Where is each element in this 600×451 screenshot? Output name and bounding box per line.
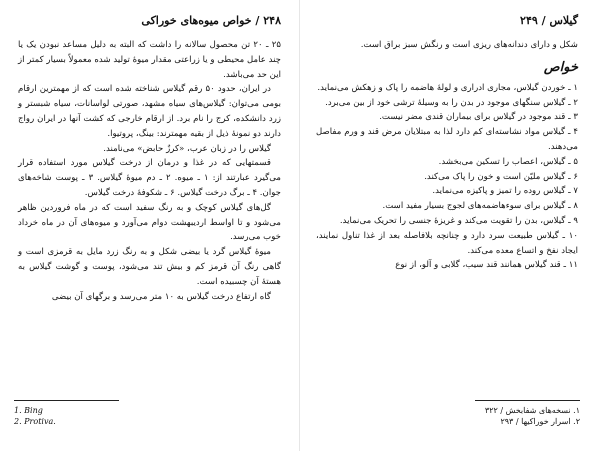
right-page-body (316, 38, 578, 273)
section-title: خواص (543, 59, 578, 75)
paragraph: گل‌های گیلاس کوچک و به رنگ سفید است که در ماه فروردین ظاهر می‌شود و تا اواسط اردیبهشت دوام می‌آورد و میوه‌های آن در ماه خرداد خوب می‌رسد. (18, 202, 281, 243)
footnote-separator (475, 400, 580, 401)
list-item: ۲ ـ گیلاس سنگهای موجود در بدن را به وسیلهٔ ترشی خود از بین می‌برد. (325, 97, 578, 108)
list-item: ۴ ـ گیلاس مواد نشاسته‌ای کم دارد لذا به مبتلایان مرض قند و ورم مفاصل می‌دهند. (316, 127, 578, 152)
list-item: ۳ ـ قند موجود در گیلاس برای بیماران قندی مضر نیست. (379, 112, 578, 123)
paragraph: میوهٔ گیلاس گرد یا بیضی شکل و به رنگ زرد مایل به قرمزی است و گاهی رنگ آن قرمز کم و بیش تند می‌شود، پوست و گوشت گیلاس به هستهٔ آن چسبیده است. (18, 247, 281, 287)
list-item: ۶ ـ گیلاس ملیّن است و خون را پاک می‌کند. (424, 171, 578, 182)
list-item: ۹ ـ گیلاس، بدن را تقویت می‌کند و غریزهٔ جنسی را تحریک می‌نماید. (339, 215, 578, 226)
list-item: ۵ ـ گیلاس، اعصاب را تسکین می‌بخشد. (438, 156, 578, 167)
footnote: ۱. نسخه‌های شفابخش / ۳۲۲ (484, 406, 580, 415)
left-page-body (18, 38, 281, 304)
paragraph: گاه ارتفاع درخت گیلاس به ۱۰ متر می‌رسد و برگهای آن بیضی (51, 291, 271, 302)
right-page (300, 0, 600, 451)
footnote: 1. Bing (14, 406, 43, 415)
intro-paragraph: شکل و دارای دندانه‌های ریزی است و رنگش سبز براق است. (360, 40, 578, 50)
list-item: ۸ ـ گیلاس برای سوءهاضمه‌های لجوج بسیار مفید است. (382, 201, 578, 212)
footnote: 2. Protiva. (14, 417, 56, 426)
right-footnotes (485, 405, 580, 427)
right-page-header: گیلاس / ۲۴۹ (520, 14, 578, 27)
left-footnotes (14, 405, 56, 427)
list-item: ۷ ـ گیلاس روده را تمیز و پاکیزه می‌نماید. (432, 186, 578, 197)
left-page-header: ۲۴۸ / خواص میوه‌های خوراکی (141, 14, 281, 27)
list-item: ۱ ـ خوردن گیلاس، مجاری ادراری و لولهٔ هاضمه را پاک و زهکش می‌نماید. (317, 82, 578, 93)
footnote: ۲. اسرار خوراکیها / ۲۹۳ (500, 417, 580, 426)
paragraph: قسمتهایی که در غذا و درمان از درخت گیلاس مورد استفاده قرار می‌گیرد عبارتند از: ۱ ـ میوه. ۲ ـ دم میوهٔ گیلاس. ۳ ـ پوست شاخه‌های جوان. ۴ ـ برگ درخت گیلاس. ۶ ـ شکوفهٔ درخت گیلاس. (18, 158, 281, 198)
paragraph: در ایران، حدود ۵۰ رقم گیلاس شناخته شده است که از مهمترین ارقام بومی می‌توان: گیلاس‌های سیاه مشهد، صورتی لواسانات، سیاه شبستر و زرد دانشکده، کرج را نام برد. از ارقام خارجی که کشت آنها در ایران رواج دارند دو نمونهٔ ذیل از بقیه مهمترند: بینگ، پروتیوا. (18, 84, 281, 139)
list-item: ۱۰ ـ گیلاس طبیعت سرد دارد و چنانچه بلافاصله بعد از غذا تناول نمایند، ایجاد نفخ و اتساع معده می‌کند. (316, 230, 578, 256)
list-item: ۱۱ ـ قند گیلاس همانند قند سیب، گلابی و آلو، از نوع (395, 260, 578, 271)
paragraph: گیلاس را در زبان عرب، «کرزٌ حابض» می‌نامند. (103, 143, 271, 154)
paragraph: ۲۵ ـ ۲۰ تن محصول سالانه را داشت که البته به دلیل مساعد نبودن یک یا چند عامل محیطی و یا زراعتی مقدار میوهٔ تولید شده معمولاً بسیار کمتر از این حد می‌باشد. (18, 40, 282, 80)
footnote-separator (14, 400, 119, 401)
